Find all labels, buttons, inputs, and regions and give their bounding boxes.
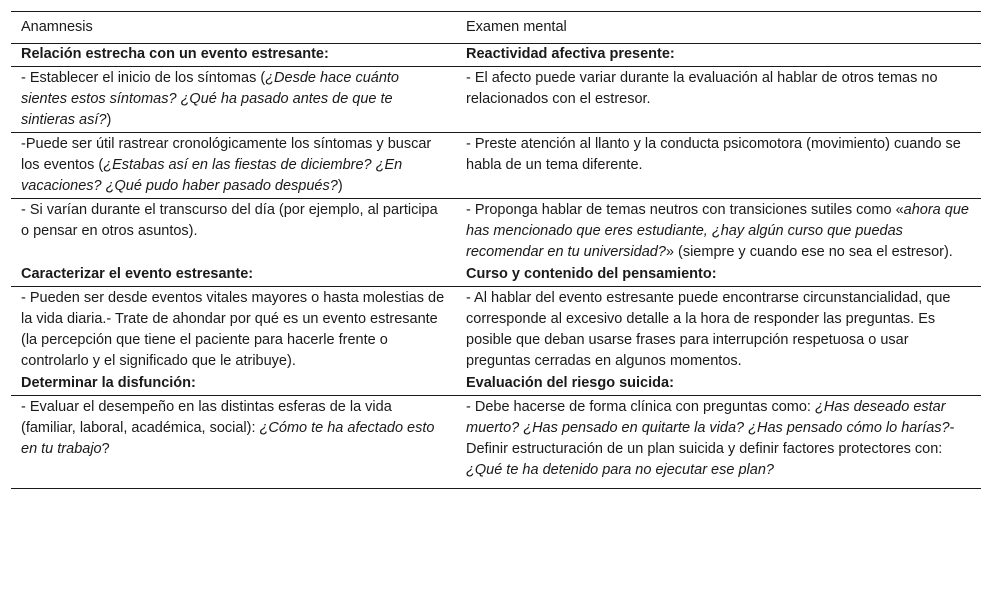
table-cell: - Al hablar del evento estresante puede encontrarse circunstancialidad, que corresponde al excesivo detalle a la hora de responder las preguntas. Es posible que deban usarse frases para interrupción respetuosa o usar preguntas cerradas en algunos momentos. bbox=[466, 290, 951, 369]
cell-text: - Establecer el inicio de los síntomas ( bbox=[21, 70, 266, 86]
cell-text: -Puede ser útil rastrear cronológicamente los síntomas y buscar los eventos ( bbox=[21, 136, 432, 173]
table-row bbox=[11, 396, 981, 489]
table-cell bbox=[456, 199, 981, 265]
section-heading: Reactividad afectiva presente: bbox=[456, 44, 981, 67]
table-cell bbox=[456, 396, 981, 489]
cell-text-italic: ¿Desde hace cuánto sientes estos síntomas? ¿Qué ha pasado antes de que te sintieras así? bbox=[21, 70, 399, 128]
table-cell: - Preste atención al llanto y la conducta psicomotora (movimiento) cuando se habla de un tema diferente. bbox=[456, 133, 981, 199]
section-heading: Evaluación del riesgo suicida: bbox=[456, 373, 981, 396]
section-heading: Curso y contenido del pensamiento: bbox=[456, 264, 981, 287]
cell-text: - Proponga hablar de temas neutros con transiciones sutiles como « bbox=[466, 202, 904, 218]
section-row bbox=[11, 44, 981, 67]
cell-text: ? bbox=[101, 441, 110, 457]
cell-text: - Debe hacerse de forma clínica con preguntas como: bbox=[466, 399, 815, 415]
table-row bbox=[11, 67, 981, 133]
table-cell bbox=[11, 396, 456, 489]
section-row bbox=[11, 373, 981, 396]
cell-text-italic: ahora que has mencionado que eres estudiante, ¿hay algún curso que puedas recomendar en tu universidad? bbox=[466, 202, 969, 260]
table-row bbox=[11, 287, 981, 374]
section-heading: Caracterizar el evento estresante: bbox=[11, 264, 456, 287]
table-row bbox=[11, 199, 981, 265]
table-cell: - El afecto puede variar durante la evaluación al hablar de otros temas no relacionados con el estresor. bbox=[456, 67, 981, 133]
table-cell: - Si varían durante el transcurso del día (por ejemplo, al participa o pensar en otros asuntos). bbox=[21, 202, 438, 239]
cell-text: ) bbox=[106, 112, 112, 128]
header-row bbox=[11, 12, 981, 44]
table-cell bbox=[11, 133, 456, 199]
header-examen-mental: Examen mental bbox=[456, 12, 981, 44]
table-cell: - Pueden ser desde eventos vitales mayores o hasta molestias de la vida diaria.- Trate de ahondar por qué es un evento estresante (la percepción que tiene el paciente para hacerle frente o controlarlo y el significado que le atribuye). bbox=[21, 290, 445, 369]
cell-text-italic: ¿Has deseado estar muerto? ¿Has pensado en quitarte la vida? ¿Has pensado cómo lo harías? bbox=[466, 399, 950, 436]
clinical-table bbox=[11, 11, 981, 489]
table-cell bbox=[11, 67, 456, 133]
section-heading: Relación estrecha con un evento estresante: bbox=[11, 44, 456, 67]
cell-text: - Definir estructuración de un plan suicida y definir factores protectores con: bbox=[466, 420, 955, 457]
cell-text: ) bbox=[337, 178, 343, 194]
cell-text-italic: ¿Estabas así en las fiestas de diciembre? ¿En vacaciones? ¿Qué pudo haber pasado después? bbox=[21, 157, 403, 194]
cell-text-italic: ¿Qué te ha detenido para no ejecutar ese plan? bbox=[466, 462, 774, 478]
header-anamnesis: Anamnesis bbox=[11, 12, 456, 44]
cell-text: - Evaluar el desempeño en las distintas esferas de la vida (familiar, laboral, académica, social): bbox=[21, 399, 392, 436]
table-row bbox=[11, 133, 981, 199]
cell-text: » (siempre y cuando ese no sea el estresor). bbox=[665, 244, 953, 260]
section-row bbox=[11, 264, 981, 287]
cell-text-italic: ¿Cómo te ha afectado esto en tu trabajo bbox=[21, 420, 435, 457]
section-heading: Determinar la disfunción: bbox=[11, 373, 456, 396]
